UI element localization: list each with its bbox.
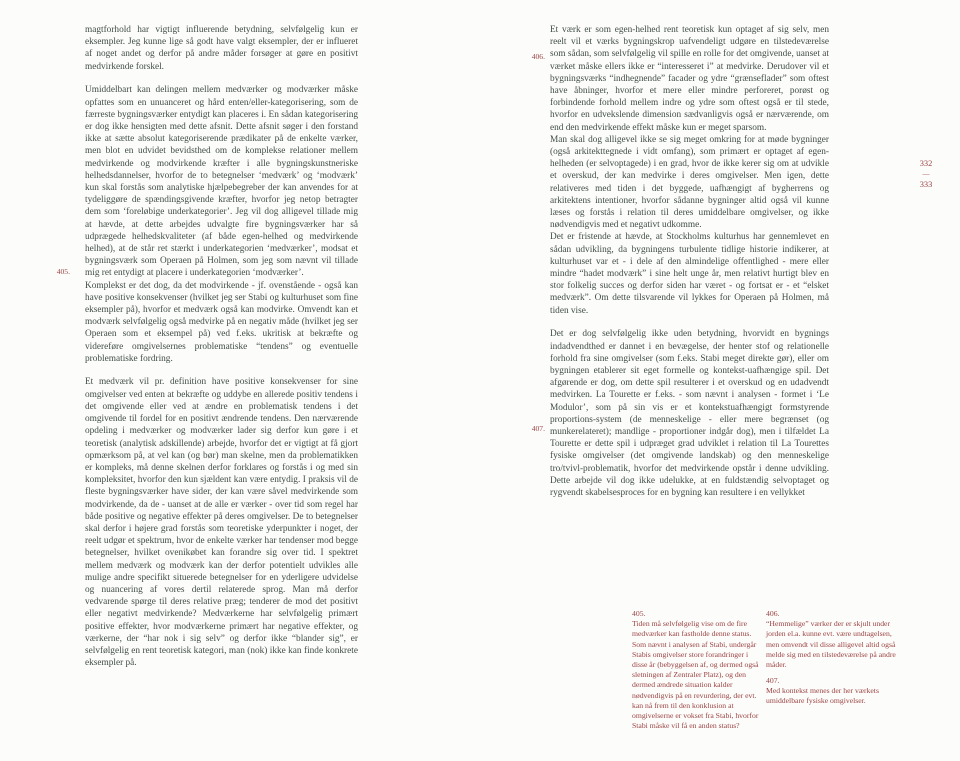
margin-note-number-407: 407. xyxy=(531,424,545,433)
footnote-405 xyxy=(632,609,760,731)
paragraph: magtforhold har vigtigt influerende betydning, selvfølgelig kun er eksempler. Jeg kunne lige så godt have valgt eksempler, der er influeret af noget andet og derfor på andre måder forsøger at gøre en positivt medvirkende forskel. xyxy=(85,25,358,72)
footnote-407 xyxy=(766,676,897,707)
left-page-text-column xyxy=(85,24,358,669)
paragraph: Man skal dog alligevel ikke se sig meget omkring for at møde bygninger (også arkitekttegnede i vidt omfang), som primært er optaget af egen-helheden (er selvoptagede) i en grad, hvor de ikke kerer sig om at udvikle et overskud, der kan medvirke i deres omgivelser. Men igen, dette relativeres med tiden i det byggede, uafhængigt af bygherrens og arkitektens intentioner, hvorfor sådanne bygninger altid også vil kunne læses og forstås i relation til deres umiddelbare omgivelser, og ikke nødvendigvis med et negativt udkomme. xyxy=(550,134,829,231)
right-page-text-column xyxy=(550,24,829,499)
paragraph: Komplekst er det dog, da det modvirkende - jf. ovenstående - også kan have positive konsekvenser (hvilket jeg ser Stabi og kulturhuset som fine eksempler på), hvorfor et medværk også kan modvirke. Omvendt kan et modværk selvfølgelig også medvirke på en negativ måde (hvilket jeg ser Operaen som et eksempel på) ved f.eks. ukritisk at bekræfte og videreføre omgivelsernes problematiske “tendens” og eventuelle problematiske fordring. xyxy=(85,280,358,364)
page-numbers xyxy=(910,158,942,191)
paragraph: Det er dog selvfølgelig ikke uden betydning, hvorvidt en bygnings indadvendthed er dannet i en bevægelse, der henter stof og relationelle forhold fra sine omgivelser (som f.eks. Stabi meget direkte gør), eller om bygningen etablerer sit eget formelle og kontekst-uafhængige spil. Det afgørende er dog, om dette spil resulterer i et overskud og en udadvendt medvirken. La Tourette er f.eks. - som nævnt i analysen - formet i ‘Le Modulor’, som på sin vis er et kontekstuafhængigt formstyrende proportions-system (de menneskelige - eller mere begrænset (og munkerelateret); mandlige - proportioner indgår dog), men i tilfældet La Tourette er dette spil i udpræget grad udviklet i relation til La Tourettes fysiske omgivelser (det omgivende landskab) og den menneskelige tro/tvivl-problematik, hvorfor det medvirkende opstår i denne udvikling. Dette arbejde vil dog ikke udelukke, at en fuldstændig selvoptaget og rygvendt skabelsesproces for en bygning kan resultere i en vellykket xyxy=(550,329,829,499)
margin-note-number-405: 405. xyxy=(56,267,70,276)
footnote-number: 407. xyxy=(766,676,780,685)
paragraph: Et værk er som egen-helhed rent teoretisk kun optaget af sig selv, men reelt vil et værks bygningskrop uafvendeligt udgøre en tilstedeværelse som sådan, som selvfølgelig vil spille en rolle for det omgivende, uanset at værket måske ellers ikke er “interesseret i” at medvirke. Derudover vil et bygningsværks “indhegnende” facader og ydre “grænseflader” som oftest have åbninger, hvorfor et mere eller mindre perforeret, porøst og forbindende forhold mellem indre og ydre som oftest også er til stede, hvorfor en udvekslende dimension sædvanligvis også er nærværende, om end den medvirkende effekt måske kun er meget sparsom. xyxy=(550,25,829,133)
footnote-text: “Hemmelige” værker der er skjult under jorden el.a. kunne evt. være undtagelsen, men omvendt vil disse alligevel altid også melde sig med en tilstedeværelse på andre måder. xyxy=(766,619,896,670)
page-number-right: 333 xyxy=(919,180,933,189)
paragraph: Umiddelbart kan delingen mellem medværker og modværker måske opfattes som en unuanceret og hård enten/eller-kategorisering, som de færreste bygningsværker entydigt kan placeres i. En sådan kategorisering er dog ikke hensigten med dette afsnit. Dette afsnit søger i den forstand ikke at sætte absolut kategoriserende prædikater på de enkelte værker, men blot en udvidet bevidsthed om de komplekse relationer mellem medvirkende og modvirkende kræfter i alle bygningskunstneriske helhedsdannelser, hvorfor de to betegnelser ‘medværk’ og ‘modværk’ kun skal forstås som analytiske hjælpebegreber der kan anvendes for at tydeliggøre de spændingsgivende kræfter, hvorfor jeg netop betragter dem som ‘foreløbige underkategorier’. Jeg vil dog alligevel tillade mig at hævde, at dette arbejdes udvalgte fire bygningsværker har så udprægede helhedskvaliteter (af både egen-helhed og medvirkende helhed), at de står ret stærkt i underkategorien ‘medværker’, modsat et bygningsværk som Operaen på Holmen, som jeg som nævnt vil tillade mig ret entydigt at placere i underkategorien ‘modværker’. xyxy=(85,85,358,279)
footnote-406 xyxy=(766,609,897,670)
footnote-number: 406. xyxy=(766,609,780,618)
footnote-text: Med kontekst menes der her værkets umiddelbare fysiske omgivelser. xyxy=(766,686,879,706)
paragraph: Det er fristende at hævde, at Stockholms kulturhus har gennemlevet en sådan udvikling, da bygningens turbulente tidlige historie indikerer, at kulturhuset var et - i dele af den almindelige offentlighed - mere eller mindre “hadet modværk” i sine helt unge år, men relativt hurtigt blev en stor folkelig succes og derfor siden har været - og fortsat er - et “elsket medværk”. Om dette tilsvarende vil lykkes for Operaen på Holmen, må tiden vise. xyxy=(550,232,829,316)
footnote-text: Tiden må selvfølgelig vise om de fire medværker kan fastholde denne status. Som nævnt i analysen af Stabi, undergår Stabis omgivelser store forandringer i disse år (bebyggelsen af, og dermed også sletningen af Zentraler Platz), og den dermed ændrede situation kalder nødvendigvis på en revurdering, der evt. kan nå frem til den konklusion at omgivelserne er vokset fra Stabi, hvorfor Stabi måske vil få en anden status? xyxy=(632,619,759,731)
page-number-divider: — xyxy=(922,170,930,178)
paragraph: Et medværk vil pr. definition have positive konsekvenser for sine omgivelser ved enten at bekræfte og uddybe en allerede positiv tendens i det omgivende eller ved at ændre en problematisk tendens i det omgivende til fordel for en positivt ændrende tendens. Den nærværende opdeling i medværker og modværker lader sig derfor kun gøre i et teoretisk (analytisk adskillende) arbejde, hvorfor det er vigtigt at få gjort opmærksom på, at vel kan (og bør) man skelne, men da problematikken er kompleks, må denne skelnen derfor forklares og forstås i og med sin kompleksitet, hvorfor den kun sjældent kan være entydig. I praksis vil de fleste bygningsværker have sider, der kan være såvel medvirkende som modvirkende, da de - uanset at de alle er værker - over tid som regel har både positive og negative effekter på deres omgivelser. De to betegnelser skal derfor i højere grad forstås som teoretiske yderpunkter i noget, der reelt udgør et spektrum, hvor de enkelte værker har tendenser mod begge betegnelser, hvilket ovenikøbet kan forandre sig over tid. I spektret mellem medværk og modværk kan der derfor potentielt udvikles alle mulige andre specifikt situerede betegnelser for en yderligere udvidelse og nuancering af vores dertil relaterede sprog. Man må derfor vedvarende spørge til deres relative præg; tenderer de mod det positivt eller negativt medvirkende? Medværkerne har selvfølgelig primært positive effekter, hvor modværkerne primært har negative effekter, og værkerne, der “har nok i sig selv” og derfor ikke “blander sig”, er selvfølgelig en rent teoretisk kategori, man (nok) ikke kan finde konkrete eksempler på. xyxy=(85,377,358,669)
margin-note-number-406: 406. xyxy=(531,52,545,61)
footnote-number: 405. xyxy=(632,609,646,618)
page-number-left: 332 xyxy=(919,159,933,168)
